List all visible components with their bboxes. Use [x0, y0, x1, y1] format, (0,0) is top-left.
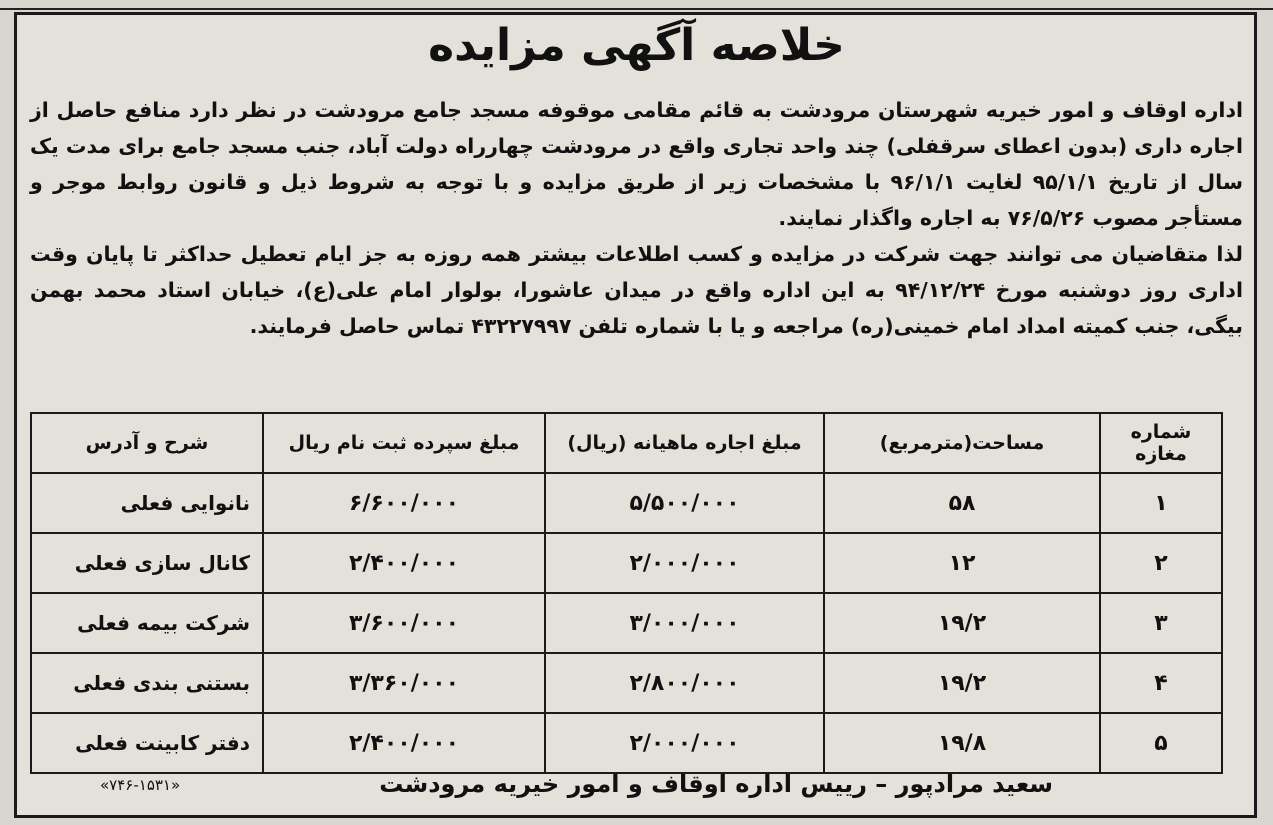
cell-deposit: ۳/۳۶۰/۰۰۰	[263, 653, 545, 713]
cell-description: دفتر کابینت فعلی	[31, 713, 263, 773]
cell-area: ۱۲	[824, 533, 1100, 593]
cell-description: شرکت بیمه فعلی	[31, 593, 263, 653]
cell-description: بستنی بندی فعلی	[31, 653, 263, 713]
cell-monthly-rent: ۳/۰۰۰/۰۰۰	[545, 593, 824, 653]
cell-monthly-rent: ۲/۸۰۰/۰۰۰	[545, 653, 824, 713]
notice-title: خلاصه آگهی مزایده	[428, 20, 845, 71]
table-row	[31, 713, 1222, 773]
table-row	[31, 533, 1222, 593]
notice-paragraph-2: لذا متقاضیان می توانند جهت شرکت در مزایده و کسب اطلاعات بیشتر همه روزه به جز ایام تعطیل حداکثر تا پایان وقت اداری روز دوشنبه مورخ ۹۴/۱۲/۲۴ به این اداره واقع در میدان عاشورا، بولوار امام علی(ع)، خیابان استاد محمد بهمن بیگی، جنب کمیته امداد امام خمینی(ره) مراجعه و یا با شماره تلفن ۴۳۲۲۷۹۹۷ تماس حاصل فرمایند.	[30, 242, 1243, 338]
signature-line: سعید مرادپور – رییس اداره اوقاف و امور خیریه مرودشت	[379, 770, 1053, 798]
cell-shop-number: ۳	[1100, 593, 1222, 653]
cell-area: ۱۹/۲	[824, 593, 1100, 653]
cell-area: ۱۹/۲	[824, 653, 1100, 713]
header-shop-number: شماره مغازه	[1100, 413, 1222, 473]
notice-body	[30, 92, 1243, 344]
header-area: مساحت(مترمربع)	[824, 413, 1100, 473]
table-row	[31, 593, 1222, 653]
header-monthly-rent: مبلغ اجاره ماهیانه (ریال)	[545, 413, 824, 473]
cell-area: ۵۸	[824, 473, 1100, 533]
notice-paragraph-1: اداره اوقاف و امور خیریه شهرستان مرودشت به قائم مقامی موقوفه مسجد جامع مرودشت در نظر دارد منافع حاصل از اجاره داری (بدون اعطای سرقفلی) چند واحد تجاری واقع در مرودشت چهارراه دولت آباد، جنب مسجد جامع برای مدت یک سال از تاریخ ۹۵/۱/۱ لغایت ۹۶/۱/۱ با مشخصات زیر از طریق مزایده و با توجه به شروط ذیل و قانون روابط موجر و مستأجر مصوب ۷۶/۵/۲۶ به اجاره واگذار نمایند.	[30, 98, 1243, 230]
cell-deposit: ۲/۴۰۰/۰۰۰	[263, 533, 545, 593]
shops-table	[30, 412, 1223, 774]
table-row	[31, 473, 1222, 533]
table-header-row	[31, 413, 1222, 473]
cell-shop-number: ۱	[1100, 473, 1222, 533]
cell-deposit: ۶/۶۰۰/۰۰۰	[263, 473, 545, 533]
header-description: شرح و آدرس	[31, 413, 263, 473]
cell-deposit: ۳/۶۰۰/۰۰۰	[263, 593, 545, 653]
table-row	[31, 653, 1222, 713]
cell-shop-number: ۴	[1100, 653, 1222, 713]
cell-area: ۱۹/۸	[824, 713, 1100, 773]
header-deposit: مبلغ سپرده ثبت نام ریال	[263, 413, 545, 473]
notice-code: «۷۴۶-۱۵۳۱»	[100, 776, 181, 794]
cell-monthly-rent: ۲/۰۰۰/۰۰۰	[545, 713, 824, 773]
cell-description: کانال سازی فعلی	[31, 533, 263, 593]
cell-monthly-rent: ۵/۵۰۰/۰۰۰	[545, 473, 824, 533]
cell-deposit: ۲/۴۰۰/۰۰۰	[263, 713, 545, 773]
newspaper-top-border	[0, 0, 1273, 10]
cell-shop-number: ۲	[1100, 533, 1222, 593]
cell-shop-number: ۵	[1100, 713, 1222, 773]
cell-description: نانوایی فعلی	[31, 473, 263, 533]
cell-monthly-rent: ۲/۰۰۰/۰۰۰	[545, 533, 824, 593]
